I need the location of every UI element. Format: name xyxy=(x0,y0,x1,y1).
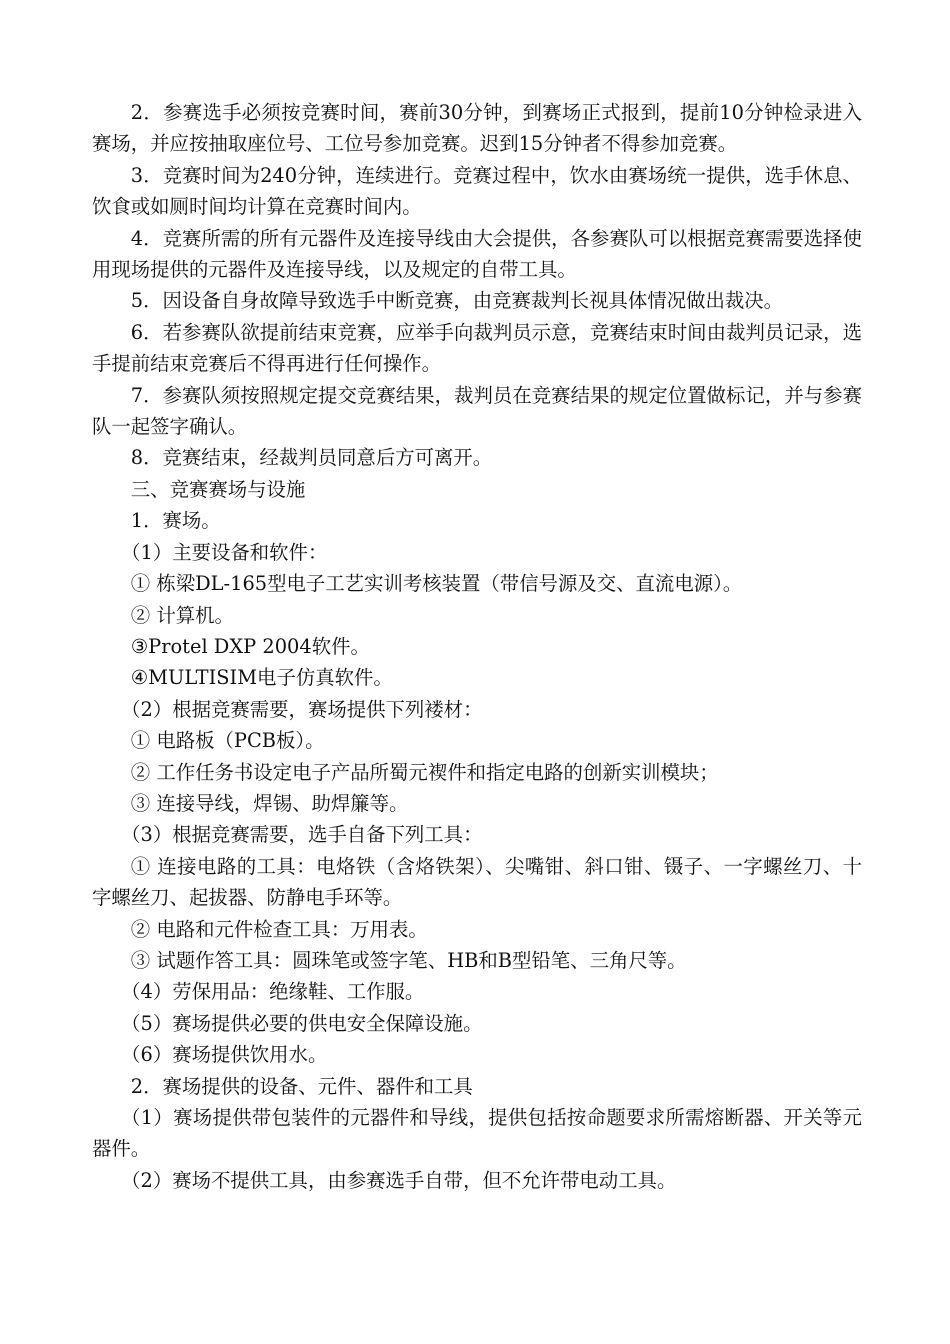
paragraph: 4．竞赛所需的所有元器件及连接导线由大会提供，各参赛队可以根据竞赛需要选择使用现场提供的元器件及连接导线，以及规定的自带工具。 xyxy=(92,226,862,282)
subsection-heading: 2．赛场提供的设备、元件、器件和工具 xyxy=(130,1074,473,1098)
subsection-heading: 1．赛场。 xyxy=(130,509,221,533)
paragraph: （2）赛场不提供工具，由参赛选手自带，但不允许带电动工具。 xyxy=(121,1168,677,1192)
list-item: （5）赛场提供必要的供电安全保障设施。 xyxy=(121,1011,483,1035)
paragraph: 3．竞赛时间为240分钟，连续进行。竞赛过程中，饮水由赛场统一提供，选手休息、饮食或如厕时间均计算在竞赛时间内。 xyxy=(92,163,862,219)
list-item: ③Protel DXP 2004软件。 xyxy=(130,634,370,658)
list-item: ② 工作任务书设定电子产品所蜀元褉件和指定电路的创新实训模块； xyxy=(130,760,719,784)
list-item: （6）赛场提供饮用水。 xyxy=(121,1043,328,1067)
list-item: ① 电路板（PCB板）。 xyxy=(130,729,325,753)
list-item: ③ 试题作答工具：圆珠笔或签字笔、HB和B型铅笔、三角尺等。 xyxy=(130,948,687,972)
paragraph: 2．参赛选手必须按竞赛时间，赛前30分钟，到赛场正式报到，提前10分钟检录进入赛场，并应按抽取座位号、工位号参加竞赛。迟到15分钟者不得参加竞赛。 xyxy=(92,101,862,156)
list-heading: （2）根据竞赛需要，赛场提供下列褛材： xyxy=(121,697,483,721)
paragraph: 7．参赛队须按照规定提交竞赛结果，裁判员在竞赛结果的规定位置做标记，并与参赛队一起签字确认。 xyxy=(92,383,862,439)
list-heading: （3）根据竞赛需要，选手自备下列工具： xyxy=(121,823,483,847)
list-item: ③ 连接导线，焊锡、助焊簾等。 xyxy=(130,791,409,815)
document-body xyxy=(92,97,862,1196)
list-heading: （1）主要设备和软件： xyxy=(121,540,328,564)
list-item: ② 计算机。 xyxy=(130,603,234,627)
list-item: ② 电路和元件检查工具：万用表。 xyxy=(130,917,428,941)
paragraph: （1）赛场提供带包装件的元器件和导线，提供包括按命题要求所需熔断器、开关等元器件。 xyxy=(92,1106,862,1161)
list-item: （4）劳保用品：绝缘鞋、工作服。 xyxy=(121,980,425,1004)
paragraph: 5．因设备自身故障导致选手中断竞赛，由竞赛裁判长视具体情况做出裁决。 xyxy=(130,289,784,313)
list-item: ① 连接电路的工具：电烙铁（含烙铁架）、尖嘴钳、斜口钳、镊子、一字螺丝刀、十字螺丝刀、起拔器、防静电手环等。 xyxy=(92,854,862,910)
list-item: ① 栋梁DL-165型电子工艺实训考核装置（带信号源及交、直流电源）。 xyxy=(130,572,743,596)
paragraph: 6．若参赛队欲提前结束竞赛，应举手向裁判员示意，竞赛结束时间由裁判员记录，选手提前结束竞赛后不得再进行任何操作。 xyxy=(92,320,862,376)
section-heading: 三、竞赛赛场与设施 xyxy=(130,477,306,501)
paragraph: 8．竞赛结束，经裁判员同意后方可离开。 xyxy=(130,446,493,470)
list-item: ④MULTISIM电子仿真软件。 xyxy=(130,666,393,690)
